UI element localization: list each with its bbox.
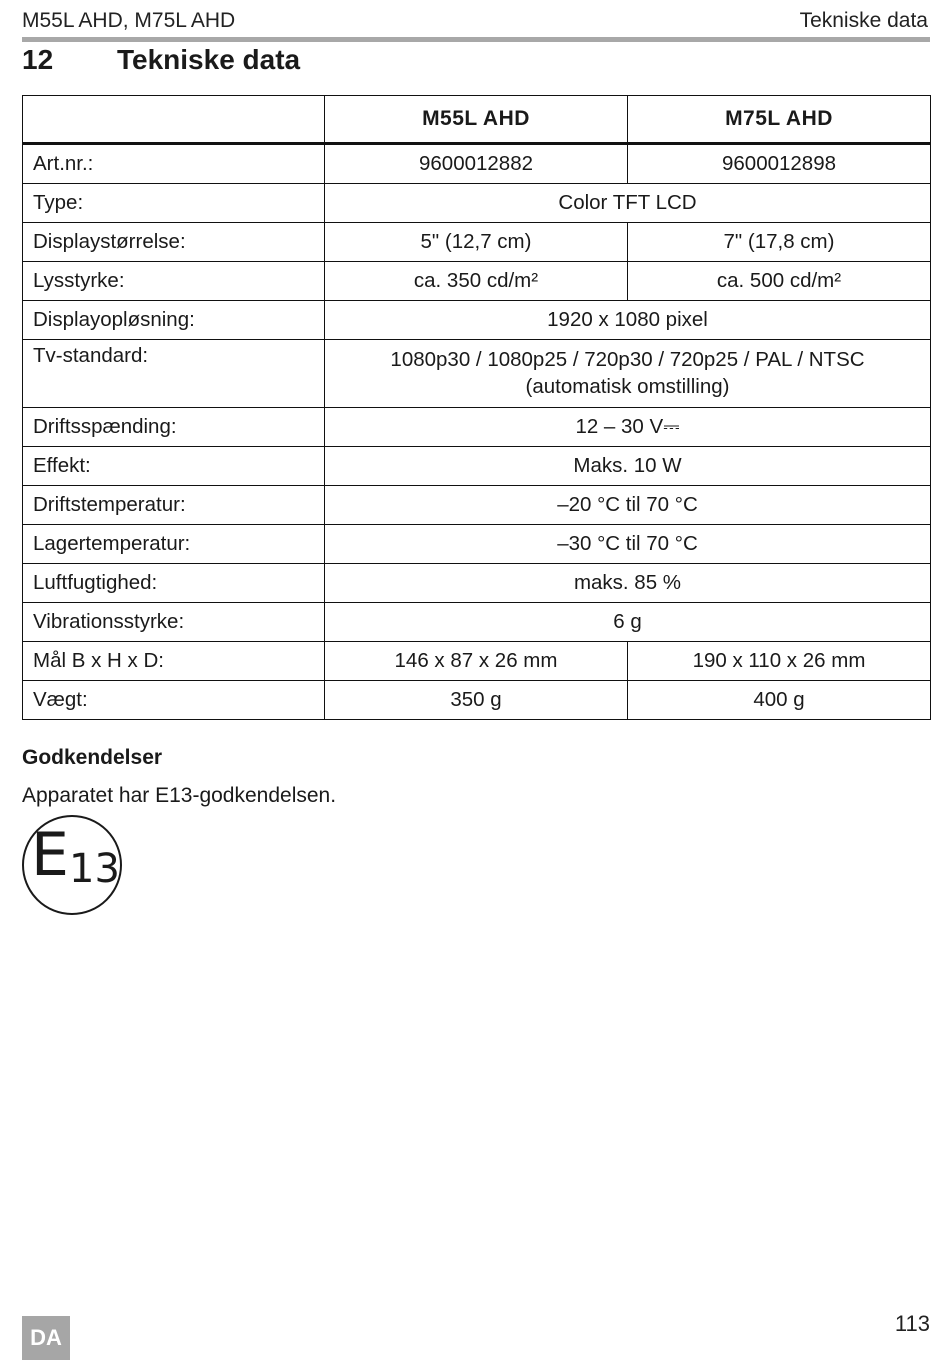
cell-m75l: 400 g (628, 681, 931, 720)
cell-both: maks. 85 % (325, 564, 931, 603)
row-label: Lagertemperatur: (23, 525, 325, 564)
table-row (23, 681, 931, 720)
page-number: 113 (894, 1311, 930, 1336)
table-row (23, 642, 931, 681)
cell-both: 1920 x 1080 pixel (325, 301, 931, 340)
table-header-row (23, 96, 931, 144)
header-cell-empty (23, 96, 325, 144)
row-label: Driftstemperatur: (23, 486, 325, 525)
tv-standard-note: (automatisk omstilling) (525, 374, 730, 398)
cell-m55l: 350 g (325, 681, 628, 720)
row-label: Vægt: (23, 681, 325, 720)
cell-both: –30 °C til 70 °C (325, 525, 931, 564)
chapter-number: 12 (22, 44, 54, 75)
e13-approval-mark-icon (22, 815, 122, 915)
table-row (23, 223, 931, 262)
header-product-names: M55L AHD, M75L AHD (22, 9, 236, 32)
cell-m75l: ca. 500 cd/m² (628, 262, 931, 301)
table-row (23, 486, 931, 525)
table-row (23, 301, 931, 340)
cell-both: –20 °C til 70 °C (325, 486, 931, 525)
table-row (23, 144, 931, 184)
row-label: Mål B x H x D: (23, 642, 325, 681)
header-section-title: Tekniske data (799, 9, 928, 32)
table-row (23, 564, 931, 603)
cell-m75l: 7" (17,8 cm) (628, 223, 931, 262)
cell-m75l: 190 x 110 x 26 mm (628, 642, 931, 681)
cell-m75l: 9600012898 (628, 144, 931, 184)
table-row (23, 408, 931, 447)
row-label: Lysstyrke: (23, 262, 325, 301)
row-label: Tv-standard: (23, 340, 325, 408)
table-row (23, 262, 931, 301)
table-row (23, 603, 931, 642)
tv-standard-list: 1080p30 / 1080p25 / 720p30 / 720p25 / PAL / NTSC (390, 347, 865, 371)
technical-data-table (22, 95, 931, 720)
row-label: Vibrationsstyrke: (23, 603, 325, 642)
approvals-text: Apparatet har E13-godkendelsen. (22, 784, 337, 807)
row-label: Displayopløsning: (23, 301, 325, 340)
row-label: Displaystørrelse: (23, 223, 325, 262)
table-row (23, 447, 931, 486)
table-row (23, 525, 931, 564)
running-header (22, 6, 928, 36)
chapter-heading: Tekniske data (117, 44, 301, 75)
cell-both: 12 – 30 V⎓ (325, 408, 931, 447)
cell-m55l: 9600012882 (325, 144, 628, 184)
row-label: Driftsspænding: (23, 408, 325, 447)
row-label: Type: (23, 184, 325, 223)
table-row (23, 184, 931, 223)
approvals-heading: Godkendelser (22, 746, 163, 769)
row-label: Art.nr.: (23, 144, 325, 184)
cell-m55l: ca. 350 cd/m² (325, 262, 628, 301)
cell-both: Color TFT LCD (325, 184, 931, 223)
row-label: Luftfugtighed: (23, 564, 325, 603)
row-label: Effekt: (23, 447, 325, 486)
e-mark-letter: E (31, 820, 69, 890)
table-row (23, 340, 931, 408)
header-cell-m55l: M55L AHD (325, 96, 628, 144)
cell-m55l: 5" (12,7 cm) (325, 223, 628, 262)
language-badge: DA (22, 1316, 70, 1360)
e-mark-number: 13 (69, 846, 120, 892)
cell-both: Maks. 10 W (325, 447, 931, 486)
cell-both: 6 g (325, 603, 931, 642)
chapter-title (22, 42, 300, 78)
cell-both (325, 340, 931, 408)
header-cell-m75l: M75L AHD (628, 96, 931, 144)
cell-m55l: 146 x 87 x 26 mm (325, 642, 628, 681)
